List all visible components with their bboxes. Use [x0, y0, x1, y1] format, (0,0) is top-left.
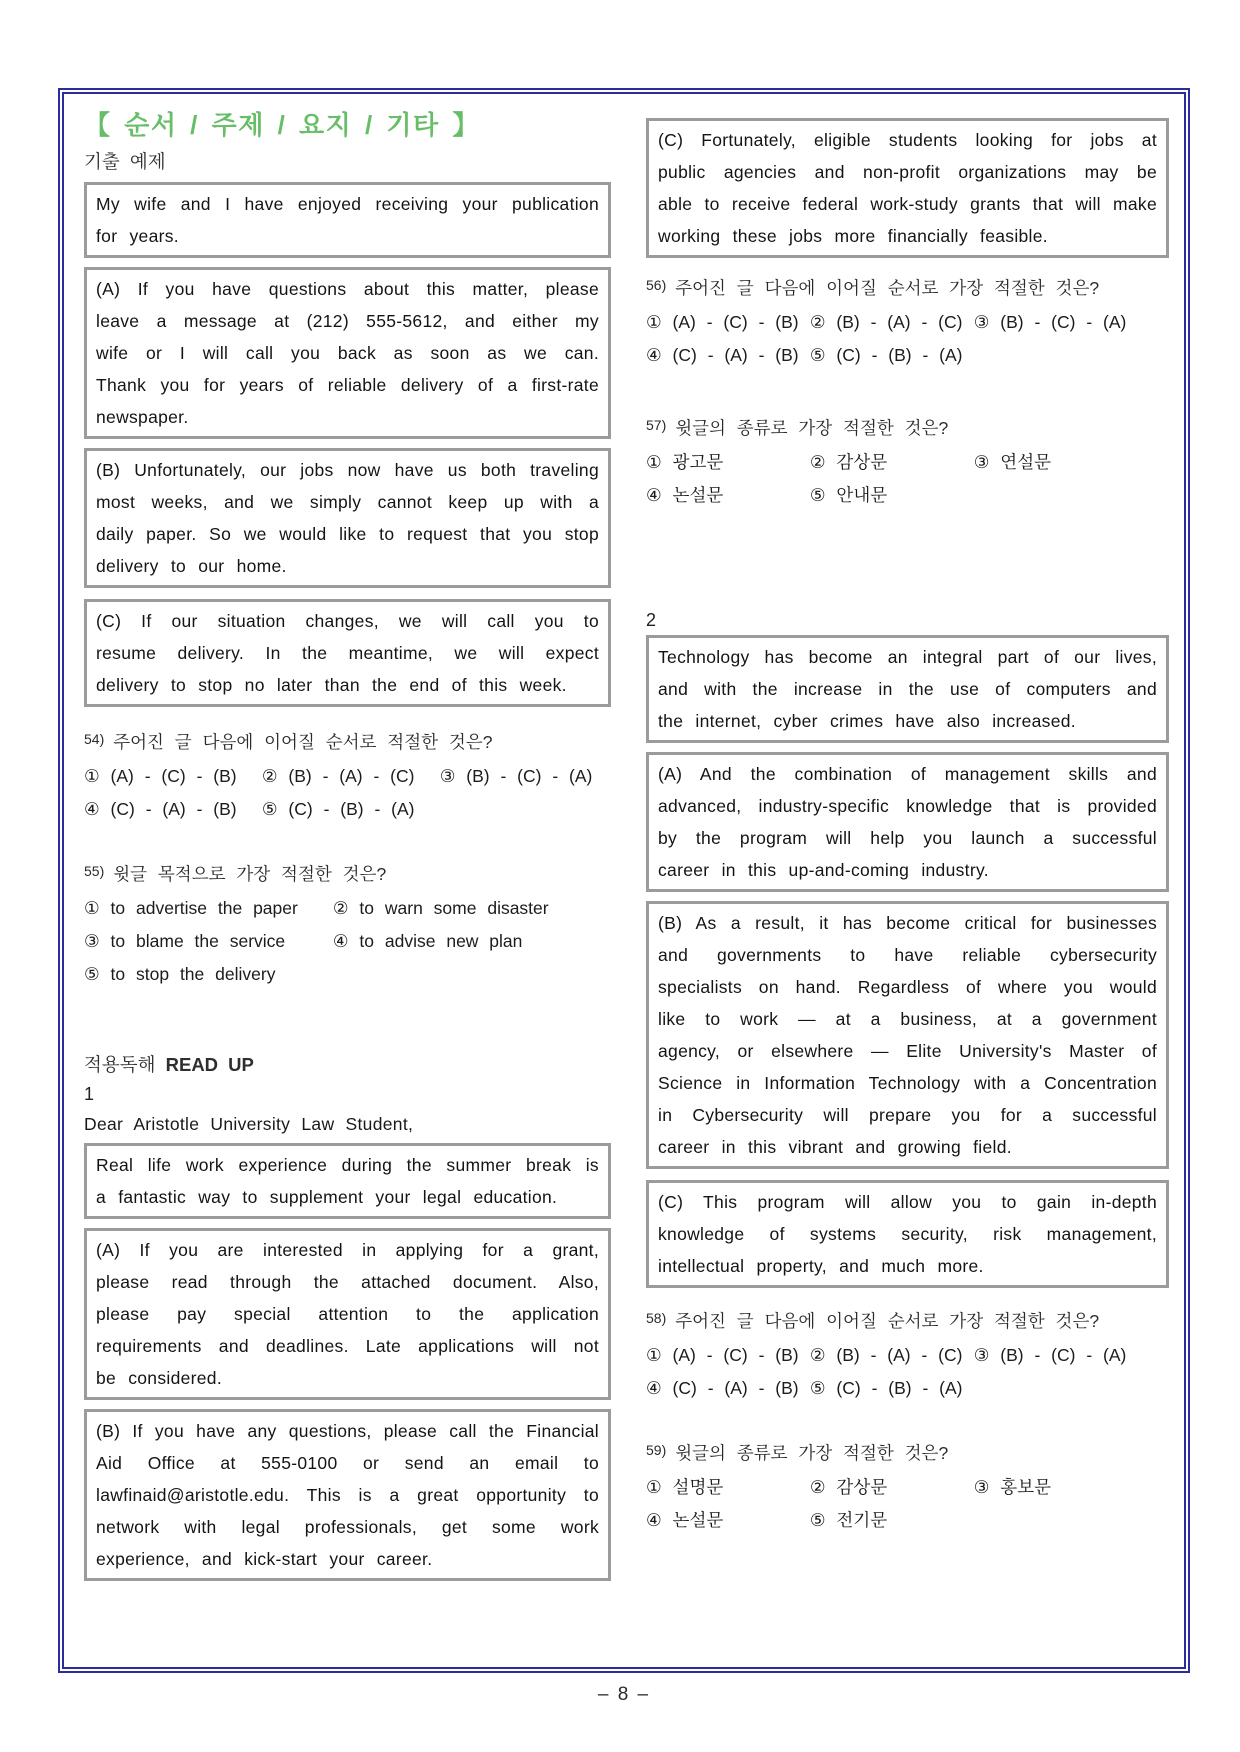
question-55-text: $^{55)}$ 윗글 목적으로 가장 적절한 것은? [84, 863, 387, 884]
paragraph-c-box: (C) This program will allow you to gain in-depth knowledge of systems security, risk management, intellectual property, and much more. [646, 1180, 1169, 1288]
option: ⑤ (C) - (B) - (A) [261, 799, 415, 819]
readup-label-korean: 적용독해 [84, 1054, 156, 1075]
option: ② 감상문 [809, 1477, 888, 1497]
option: ③ (B) - (C) - (A) [439, 766, 593, 786]
question-59-number: 59) [646, 1442, 667, 1458]
question-59 [646, 1435, 1169, 1537]
option: ④ to advise new plan [332, 931, 523, 951]
example-label: 기출 예제 [84, 151, 166, 172]
question-58-text: $^{58)}$ 주어진 글 다음에 이어질 순서로 가장 적절한 것은? [646, 1310, 1100, 1331]
readup-heading [84, 1051, 611, 1079]
option: ① (A) - (C) - (B) [84, 766, 237, 786]
option: ⑤ 전기문 [809, 1510, 888, 1530]
paragraph-a-box: (A) And the combination of management skills and advanced, industry-specific knowledge that is provided by the program will help you launch a successful career in this up-and-coming industry. [646, 752, 1169, 892]
option: ⑤ (C) - (B) - (A) [809, 345, 963, 365]
given-passage-box: Real life work experience during the summer break is a fantastic way to supplement your legal education. [84, 1143, 611, 1219]
question-57-number: 57) [646, 417, 667, 433]
option: ④ (C) - (A) - (B) [646, 1378, 799, 1398]
section-title: 【 순서 / 주제 / 요지 / 기타 】 [84, 110, 480, 140]
paragraph-c-box: (C) Fortunately, eligible students looking for jobs at public agencies and non-profit organizations may be able to receive federal work-study grants that will make working these jobs more financially feasible. [646, 118, 1169, 258]
option: ④ (C) - (A) - (B) [646, 345, 799, 365]
option: ⑤ 안내문 [809, 485, 888, 505]
option: ⑤ to stop the delivery [84, 964, 276, 984]
option: ④ 논설문 [646, 485, 724, 505]
option: ① to advertise the paper [84, 898, 298, 918]
given-passage-box: Technology has become an integral part of our lives, and with the increase in the use of computers and the internet, cyber crimes have also increased. [646, 635, 1169, 743]
passage-2-number: 2 [646, 610, 657, 630]
option: ③ (B) - (C) - (A) [973, 312, 1127, 332]
option: ③ (B) - (C) - (A) [973, 1345, 1127, 1365]
option: ① (A) - (C) - (B) [646, 312, 799, 332]
option: ④ 논설문 [646, 1510, 724, 1530]
option: ② (B) - (A) - (C) [809, 1345, 963, 1365]
question-59-options-row1 [646, 1471, 1169, 1504]
paragraph-b-box: (B) As a result, it has become critical for businesses and governments to have reliable cybersecurity specialists on hand. Regardless of where you would like to work — at a business, at a government agency, or elsewhere — Elite University's Master of Science in Information Technology with a Concentration in Cybersecurity will prepare you for a successful career in this vibrant and growing field. [646, 901, 1169, 1169]
question-58 [646, 1303, 1169, 1405]
option: ② (B) - (A) - (C) [809, 312, 963, 332]
paragraph-b-box: (B) Unfortunately, our jobs now have us both traveling most weeks, and we simply cannot keep up with a daily paper. So we would like to request that you stop delivery to our home. [84, 448, 611, 588]
question-56-number: 56) [646, 277, 667, 293]
question-59-text: $^{59)}$ 윗글의 종류로 가장 적절한 것은? [646, 1442, 949, 1463]
question-56-text: $^{56)}$ 주어진 글 다음에 이어질 순서로 가장 적절한 것은? [646, 277, 1100, 298]
two-column-layout [84, 108, 1184, 1590]
question-58-options-row1 [646, 1339, 1169, 1372]
question-54-options-row1 [84, 760, 611, 793]
question-56 [646, 270, 1169, 372]
option: ③ 홍보문 [973, 1477, 1052, 1497]
page-border [58, 88, 1190, 1673]
question-54-number: 54) [84, 731, 105, 747]
question-58-options-row2 [646, 1372, 1169, 1405]
passage-1-number: 1 [84, 1084, 95, 1104]
option: ③ 연설문 [973, 452, 1052, 472]
question-55 [84, 856, 611, 991]
question-56-options-row1 [646, 306, 1169, 339]
salutation-line: Dear Aristotle University Law Student, [84, 1114, 414, 1134]
option: ④ (C) - (A) - (B) [84, 799, 237, 819]
option: ⑤ (C) - (B) - (A) [809, 1378, 963, 1398]
readup-label-english: READ UP [165, 1054, 254, 1075]
question-57-text: $^{57)}$ 윗글의 종류로 가장 적절한 것은? [646, 417, 949, 438]
question-55-options-row2 [84, 925, 611, 958]
option: ③ to blame the service [84, 931, 286, 951]
question-54-text: $^{54)}$ 주어진 글 다음에 이어질 순서로 적절한 것은? [84, 731, 493, 752]
option: ② to warn some disaster [332, 898, 549, 918]
right-column [646, 108, 1169, 1590]
paragraph-a-box: (A) If you are interested in applying for a grant, please read through the attached document. Also, please pay special attention to the application requirements and deadlines. Late applications will not be considered. [84, 1228, 611, 1400]
option: ① 설명문 [646, 1477, 724, 1497]
paragraph-b-box: (B) If you have any questions, please call the Financial Aid Office at 555-0100 or send an email to lawfinaid@aristotle.edu. This is a great opportunity to network with legal professionals, get some work experience, and kick-start your career. [84, 1409, 611, 1581]
question-55-options-row1 [84, 892, 611, 925]
option: ② (B) - (A) - (C) [261, 766, 415, 786]
question-54-options-row2 [84, 793, 611, 826]
given-passage-box: My wife and I have enjoyed receiving your publication for years. [84, 182, 611, 258]
question-55-number: 55) [84, 863, 105, 879]
question-58-number: 58) [646, 1310, 667, 1326]
option: ② 감상문 [809, 452, 888, 472]
left-column [84, 108, 611, 1590]
paragraph-a-box: (A) If you have questions about this matter, please leave a message at (212) 555-5612, and either my wife or I will call you back as soon as we can. Thank you for years of reliable delivery of a first-rate newspaper. [84, 267, 611, 439]
question-59-options-row2 [646, 1504, 1169, 1537]
question-54 [84, 724, 611, 826]
question-55-options-row3 [84, 958, 611, 991]
question-56-options-row2 [646, 339, 1169, 372]
option: ① (A) - (C) - (B) [646, 1345, 799, 1365]
question-57-options-row2 [646, 479, 1169, 512]
option: ① 광고문 [646, 452, 724, 472]
question-57-options-row1 [646, 446, 1169, 479]
question-57 [646, 410, 1169, 512]
paragraph-c-box: (C) If our situation changes, we will call you to resume delivery. In the meantime, we will expect delivery to stop no later than the end of this week. [84, 599, 611, 707]
page-number: – 8 – [597, 1684, 651, 1705]
